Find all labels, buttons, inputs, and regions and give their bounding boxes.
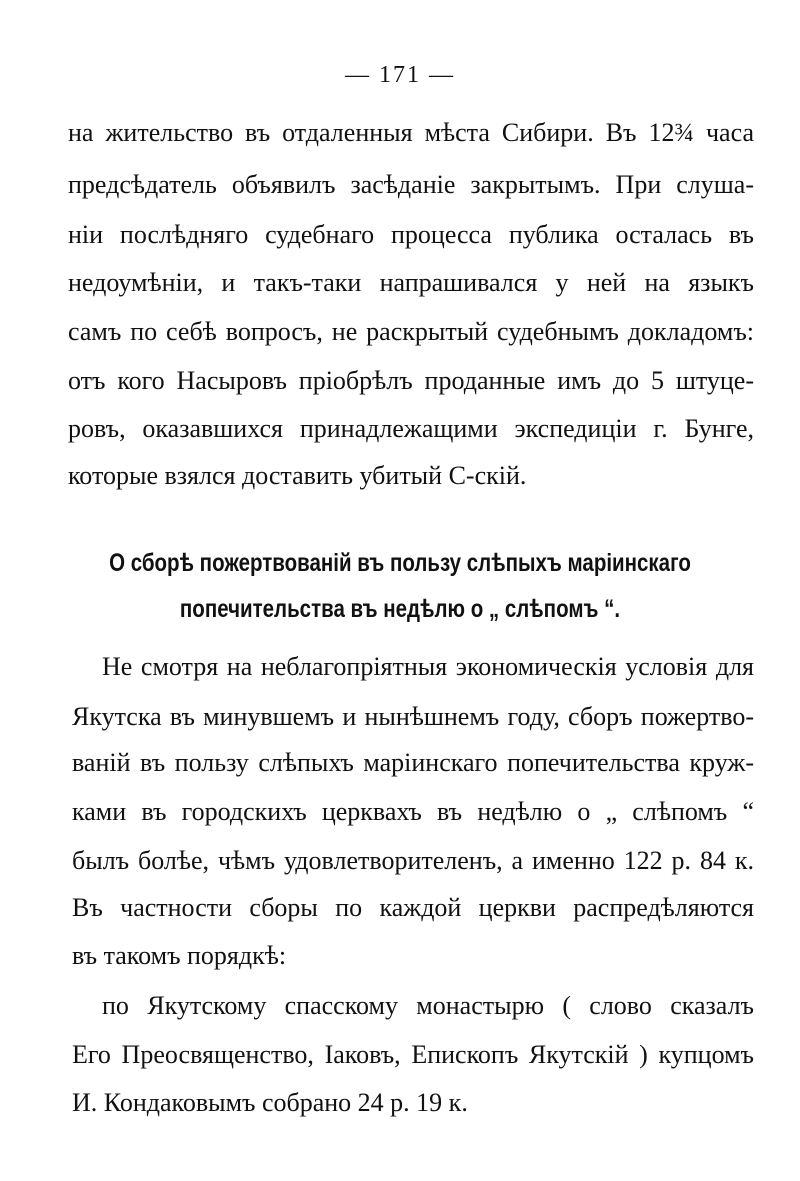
text-line: которые взялся доставить убитый С-скій. [68,461,527,490]
text-line: Якутска въ минувшемъ и нынѣшнемъ году, сборъ пожертво- [72,702,754,731]
text-line: предсѣдатель объявилъ засѣданіе закрытымъ. При слуша- [68,170,754,199]
text-line: ками въ городскихъ церквахъ въ недѣлю о „ слѣпомъ “ [72,797,754,826]
text-line: самъ по себѣ вопросъ, не раскрытый судебнымъ докладомъ: [68,317,754,346]
text-line: ніи послѣдняго судебнаго процесса публика осталась въ [68,220,754,249]
text-line: по Якутскому спасскому монастырю ( слово сказалъ [102,991,754,1020]
text-line: ровъ, оказавшихся принадлежащими экспедиціи г. Бунге, [68,414,754,443]
text-line: на жительство въ отдаленныя мѣста Сибири. Въ 12¾ часа [68,118,754,147]
text-line: И. Кондаковымъ собрано 24 р. 19 к. [72,1088,468,1117]
text-line: отъ кого Насыровъ пріобрѣлъ проданные имъ до 5 штуце- [68,366,754,395]
text-line: недоумѣніи, и такъ-таки напрашивался у ней на языкъ [68,268,754,297]
text-line: въ такомъ порядкѣ: [72,941,287,970]
text-line: ваній въ пользу слѣпыхъ маріинскаго попечительства круж- [72,748,754,777]
page-number: — 171 — [345,62,455,88]
text-line: Въ частности сборы по каждой церкви распредѣляются [72,893,754,922]
text-line: былъ болѣе, чѣмъ удовлетворителенъ, а именно 122 р. 84 к. [72,846,754,875]
text-line: Его Преосвященство, Іаковъ, Епископъ Якутскій ) купцомъ [72,1040,754,1069]
section-heading-line: О сборѣ пожертвованій въ пользу слѣпыхъ маріинскаго [109,549,691,577]
section-heading-line: попечительства въ недѣлю о „ слѣпомъ “. [179,595,621,623]
text-line: Не смотря на неблагопріятныя экономическія условія для [102,652,754,681]
